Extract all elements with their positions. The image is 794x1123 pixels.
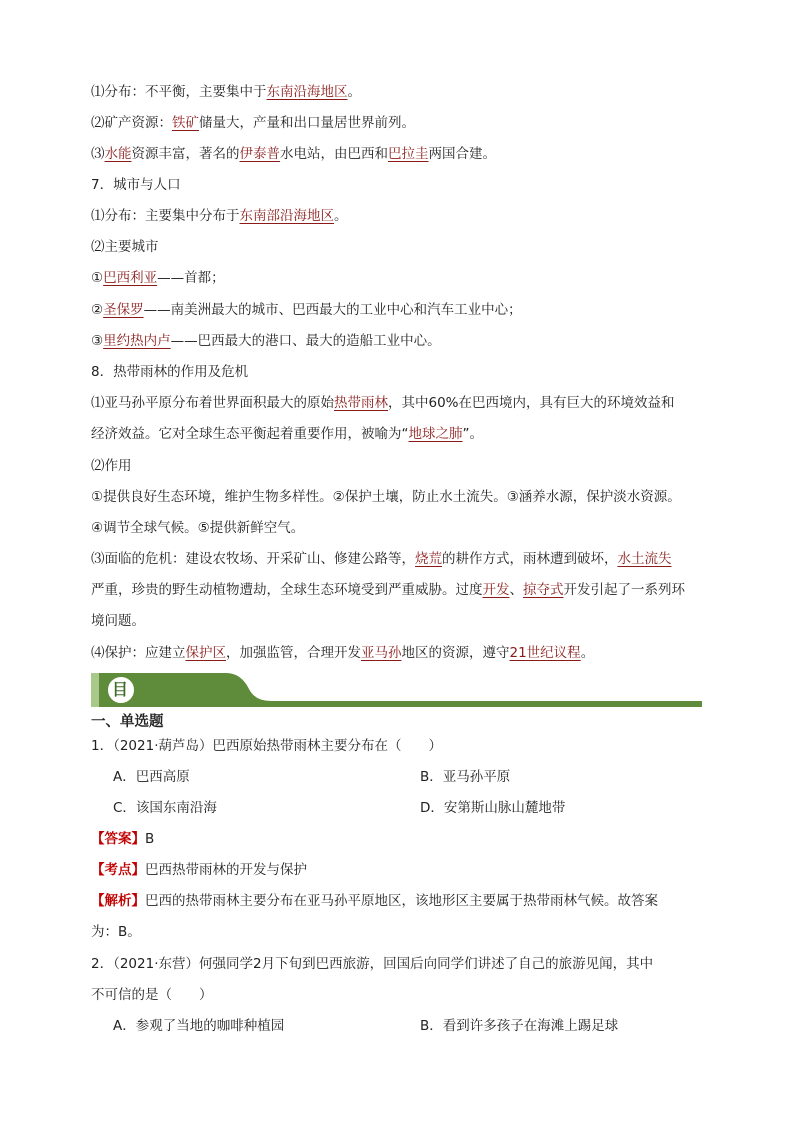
- role-heading: ⑵作用: [91, 458, 132, 474]
- city-brasilia: ①巴西利亚——首都；: [91, 270, 225, 286]
- q1-analysis-line1: 【解析】巴西的热带雨林主要分布在亚马孙平原地区，该地形区主要属于热带雨林气候。故答案: [91, 893, 658, 909]
- mineral-line: ⑵矿产资源：铁矿储量大，产量和出口量居世界前列。: [91, 115, 415, 131]
- main-cities-heading: ⑵主要城市: [91, 239, 159, 255]
- rainforest-para-line1: ⑴亚马孙平原分布着世界面积最大的原始热带雨林，其中60%在巴西境内，具有巨大的环境效益和: [91, 395, 675, 411]
- point-tag: 【考点】: [91, 862, 145, 878]
- exercise-heading: 一、单选题: [91, 714, 164, 730]
- section-7-title: 7．城市与人口: [91, 177, 181, 193]
- city-distribution-line: ⑴分布：主要集中分布于东南部沿海地区。: [91, 208, 348, 224]
- city-sao-paulo: ②圣保罗——南美洲最大的城市、巴西最大的工业中心和汽车工业中心；: [91, 302, 522, 318]
- q1-option-b[interactable]: B．亚马孙平原: [420, 769, 511, 785]
- distribution-line: ⑴分布：不平衡，主要集中于东南沿海地区。: [91, 84, 361, 100]
- question-2-stem-line1: 2．（2021·东营）何强同学2月下旬到巴西旅游，回国后向同学们讲述了自己的旅游见闻，其中: [91, 956, 654, 972]
- hydro-line: ⑶水能资源丰富，著名的伊泰普水电站，由巴西和巴拉圭两国合建。: [91, 146, 496, 162]
- section-8-title: 8．热带雨林的作用及危机: [91, 364, 249, 380]
- question-1-stem: 1．（2021·葫芦岛）巴西原始热带雨林主要分布在（ ）: [91, 738, 442, 754]
- banner-icon-glyph: 目: [112, 680, 129, 699]
- rainforest-para-line2: 经济效益。它对全球生态平衡起着重要作用，被喻为“地球之肺”。: [91, 426, 483, 442]
- crisis-line3: 境问题。: [91, 613, 145, 629]
- q1-option-a[interactable]: A．巴西高原: [113, 769, 190, 785]
- question-2-stem-line2: 不可信的是（ ）: [91, 987, 213, 1003]
- answer-tag: 【答案】: [91, 831, 145, 847]
- q1-option-c[interactable]: C．该国东南沿海: [113, 800, 217, 816]
- q1-option-d[interactable]: D．安第斯山脉山麓地带: [420, 800, 566, 816]
- q2-option-b[interactable]: B．看到许多孩子在海滩上踢足球: [420, 1018, 619, 1034]
- q1-analysis-line2: 为：B。: [91, 924, 141, 940]
- q2-option-a[interactable]: A．参观了当地的咖啡种植园: [113, 1018, 285, 1034]
- protection-line: ⑷保护：应建立保护区，加强监管，合理开发亚马孙地区的资源，遵守21世纪议程。: [91, 645, 595, 661]
- banner-graphic: [91, 671, 702, 709]
- crisis-line1: ⑶面临的危机：建设农牧场、开采矿山、修建公路等，烧荒的耕作方式，雨林遭到破坏，水土流失: [91, 551, 672, 567]
- role-line1: ①提供良好生态环境，维护生物多样性。②保护土壤，防止水土流失。③涵养水源，保护淡水资源。: [91, 489, 681, 505]
- analysis-tag: 【解析】: [91, 893, 145, 909]
- role-line2: ④调节全球气候。⑤提供新鲜空气。: [91, 520, 305, 536]
- q1-answer: 【答案】B: [91, 831, 155, 847]
- q1-point: 【考点】巴西热带雨林的开发与保护: [91, 862, 307, 878]
- crisis-line2: 严重，珍贵的野生动植物遭劫，全球生态环境受到严重威胁。过度开发、掠夺式开发引起了一系列环: [91, 582, 685, 598]
- section-banner: [91, 671, 702, 709]
- city-rio: ③里约热内卢——巴西最大的港口、最大的造船工业中心。: [91, 333, 441, 349]
